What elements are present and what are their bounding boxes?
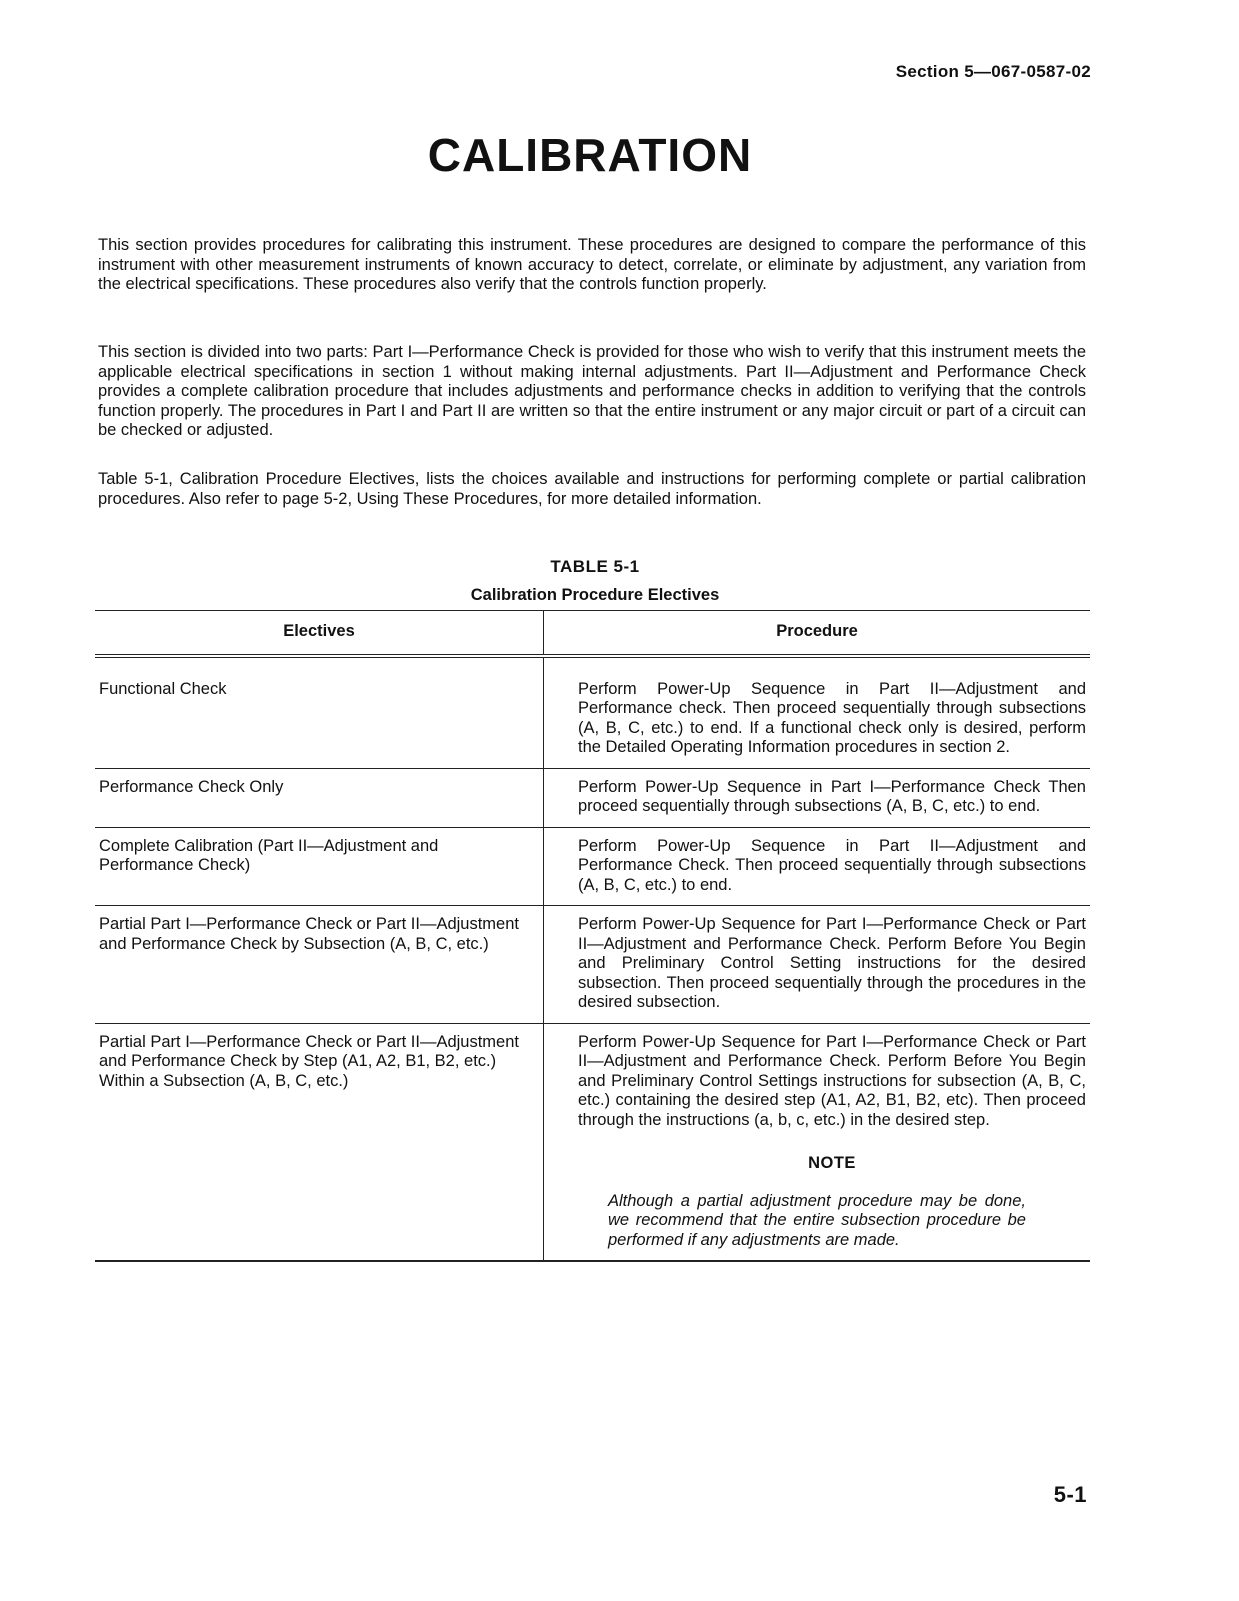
column-header-electives: Electives xyxy=(95,611,544,656)
page-title: CALIBRATION xyxy=(427,129,753,181)
note-text: Although a partial adjustment procedure may be done, we recommend that the entire subsection procedure be performed if any adjustments are made. xyxy=(608,1191,1026,1249)
elective-cell: Partial Part I—Performance Check or Part II—Adjustment and Performance Check by Step (A1, A2, B1, B2, etc.) Within a Subsection (A, B, C, etc.) xyxy=(95,1023,544,1261)
table-row xyxy=(95,656,1090,769)
procedure-cell: Perform Power-Up Sequence in Part II—Adjustment and Performance Check. Then proceed sequentially through subsections (A, B, C, etc.) to end. xyxy=(544,827,1091,906)
table-header-row xyxy=(95,611,1090,656)
elective-cell: Partial Part I—Performance Check or Part II—Adjustment and Performance Check by Subsection (A, B, C, etc.) xyxy=(95,906,544,1024)
table-title: Calibration Procedure Electives xyxy=(470,586,720,604)
procedure-cell: Perform Power-Up Sequence for Part I—Performance Check or Part II—Adjustment and Performance Check. Perform Before You Begin and Preliminary Control Setting instructions for the desired subsection. Then proceed sequentially through the procedures in the desired subsection. xyxy=(544,906,1091,1024)
procedure-cell: Perform Power-Up Sequence in Part I—Performance Check Then proceed sequentially through subsections (A, B, C, etc.) to end. xyxy=(544,768,1091,827)
page-number: 5-1 xyxy=(1053,1482,1087,1507)
procedure-cell: Perform Power-Up Sequence in Part II—Adjustment and Performance check. Then proceed sequentially through subsections (A, B, C, etc.) to end. If a functional check only is desired, perform the Detailed Operating Information procedures in section 2. xyxy=(544,656,1091,769)
elective-cell: Functional Check xyxy=(95,656,544,769)
parts-paragraph: This section is divided into two parts: Part I—Performance Check is provided for those who wish to verify that this instrument meets the applicable electrical specifications in section 1 without making internal adjustments. Part II—Adjustment and Performance Check provides a complete calibration procedure that includes adjustments and performance checks in addition to verifying that the controls function properly. The procedures in Part I and Part II are written so that the entire instrument or any major circuit or part of a circuit can be checked or adjusted. xyxy=(98,343,1086,439)
section-label: Section 5—067-0587-02 xyxy=(895,62,1091,81)
table-number: TABLE 5-1 xyxy=(550,557,640,576)
calibration-electives-table xyxy=(95,610,1090,1262)
elective-cell: Performance Check Only xyxy=(95,768,544,827)
table-caption xyxy=(0,556,1190,606)
table-reference-paragraph: Table 5-1, Calibration Procedure Electives, lists the choices available and instructions for performing complete or partial calibration procedures. Also refer to page 5-2, Using These Procedures, for more detailed information. xyxy=(98,470,1086,508)
note-title: NOTE xyxy=(808,1154,856,1172)
table-row xyxy=(95,827,1090,906)
table-row xyxy=(95,906,1090,1024)
table-row xyxy=(95,1023,1090,1261)
procedure-text: Perform Power-Up Sequence for Part I—Performance Check or Part II—Adjustment and Performance Check. Perform Before You Begin and Preliminary Control Settings instructions for subsection (A, B, C, etc.) containing the desired step (A1, A2, B1, B2, etc). Then proceed through the instructions (a, b, c, etc.) in the desired step. xyxy=(578,1032,1086,1129)
intro-paragraph: This section provides procedures for calibrating this instrument. These procedures are designed to compare the performance of this instrument with other measurement instruments of known accuracy to detect, correlate, or eliminate by adjustment, any variation from the electrical specifications. These procedures also verify that the controls function properly. xyxy=(98,236,1086,293)
column-header-procedure: Procedure xyxy=(544,611,1091,656)
table-row xyxy=(95,768,1090,827)
procedure-cell xyxy=(544,1023,1091,1261)
elective-cell: Complete Calibration (Part II—Adjustment and Performance Check) xyxy=(95,827,544,906)
